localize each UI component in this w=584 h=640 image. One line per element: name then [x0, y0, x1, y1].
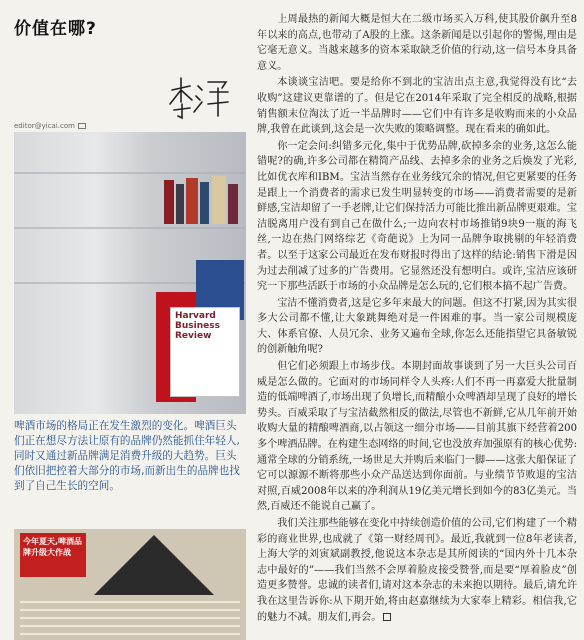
header-photo [14, 132, 246, 414]
paragraph: 你一定会问:纠错多元化,集中于优势品牌,砍掉多余的业务,这怎么能错呢?的确,许多公司都在精简产品线、去掉多余的业务之后焕发了光彩,比如优衣库和IBM。宝洁当然存在业务线冗余的情况,但它更紧要的任务是跟上一个消费者的需求已发生明显转变的市场——消费者需要的是新鲜感,宝洁却留了一手老牌,让它们保持活力可能比推出新品牌更艰难。宝洁脱离用户没有到自己在做什么;一边向农村市场推销9块9一瓶的海飞丝,一边在热门网络综艺《奇葩说》上为同一品牌争取挑剔的年轻消费者。以至于这家公司最近在发布财报时得出了这样的结论:销售下滑是因为过去削减了过多的广告费用。它显然还没有想明白。或许,宝洁应该研究一下那些活跃于市场的小众品牌是怎么玩的,它们根本搞不起广告费。 [257, 140, 577, 293]
paragraph: 上周最热的新闻大概是恒大在二级市场买入万科,使其股价飙升至8年以来的高点,也带动了A股的上涨。这条新闻是以引起你的警惕,理由是它毫无意义。当越来越多的资本采取缺乏价值的行动,这一信号本身具备意义。 [257, 14, 577, 72]
email-text[interactable]: editor@yicai.com [14, 122, 75, 130]
paragraph-text: 我们关注那些能够在变化中持续创造价值的公司,它们构建了一个精彩的商业世界,也成就了《第一财经周刊》。最近,我就到一位8年老读者,上海大学的刘寅斌副教授,他说这本杂志是其所阅读的“国内外十几本杂志中最好的”——我们当然不会厚着脸皮接受赞誉,而是要“厚着脸皮”创造更多赞誉。忠诚的读者们,请对这本杂志的未来抱以期待。最后,请允许我在这里告诉你:从下期开始,将由赵嘉继续为大家奉上精彩。相信我,它的魅力不减。朋友们,再会。 [257, 518, 577, 623]
mail-icon [78, 123, 86, 129]
paragraph: 宝洁不懂消费者,这是它多年来最大的问题。但这不打紧,因为其实很多大公司都不懂,让大象跳舞绝对是一件困难的事。当一家公司规模庞大、体系官僚、人员冗余、业务又遍布全球,你怎么还能指望它具备敏锐的创新触角呢? [257, 297, 577, 356]
poster-label: 今年夏天,啤酒品牌升级大作战 [20, 533, 86, 577]
article-body [257, 12, 577, 626]
paragraph: 但它们必须跟上市场步伐。本期封面故事谈到了另一大巨头公司百威是怎么做的。它面对的市场同样令人头疼:人们不再一再嘉爱大批量制造的低端啤酒了,市场出现了负增长,而精酿小众啤酒却呈现了良好的增长势头。百威采取了与宝洁截然相反的做法,尽管也不新鲜,它从几年前开始收购大量的精酿啤酒商,以占领这一细分市场——目前其旗下经营着200多个啤酒品牌。在构建生态网络的时间,它也没放弃加强原有的核心优势:通常全球的分销系统,一场世足大并购后来临门一脚——这张大船保证了它可以源源不断将那些小众产品送达到你面前。与业绩节节败退的宝洁对照,百威2008年以来的净利润从19亿美元增长到如今的83亿美元。当然,百威还不能说自己赢了。 [257, 361, 577, 513]
beer-poster-image [14, 529, 246, 640]
author-email[interactable] [14, 122, 86, 130]
author-signature [164, 72, 234, 120]
left-column [14, 14, 246, 634]
magazine-cover: Harvard Business Review [170, 307, 240, 397]
paragraph-last [257, 516, 577, 625]
photo-caption: 啤酒市场的格局正在发生激烈的变化。啤酒巨头们正在想尽方法让原有的品牌仍然能抓住年轻人,同时又通过新品牌满足消费升级的大趋势。巨头们依旧把控着大部分的市场,而新出生的品牌也找到了自己生长的空间。 [14, 420, 240, 492]
end-mark-icon [383, 613, 391, 621]
paragraph: 本谈谈宝洁吧。要是给你不到北的宝洁出点主意,我觉得没有比“去收购”这建议更靠谱的了。但是它在2014年采取了完全相反的战略,根据销售额末位淘汰了近一半品牌时——它们中有许多是收购而来的小众品牌,我曾在此谈到,这会是一次失败的策略调整。现在看来的确如此。 [257, 77, 577, 136]
article-title: 价值在哪? [14, 19, 97, 39]
